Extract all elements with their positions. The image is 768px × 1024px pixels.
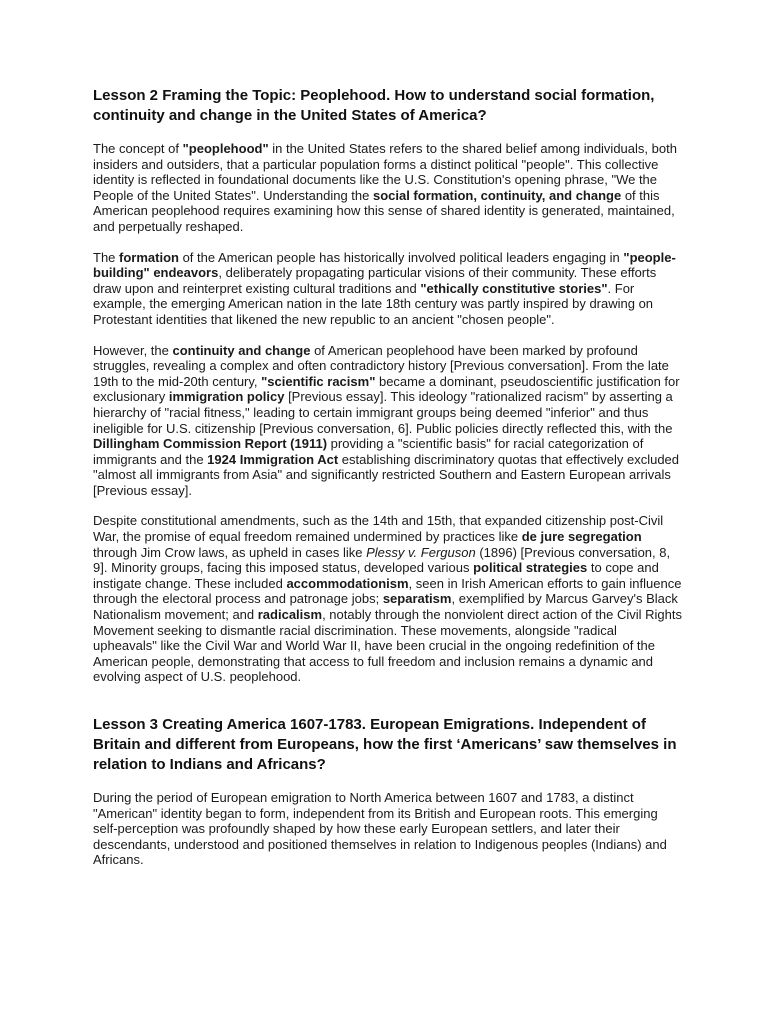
lesson-3-heading: Lesson 3 Creating America 1607-1783. European Emigrations. Independent of Britain and different from Europeans, how the first ‘Americans’ saw themselves in relation to Indians and Africans? — [93, 716, 677, 773]
term-political-strategies: political strategies — [473, 560, 588, 576]
lesson-2-paragraph-2: The formation of the American people has historically involved political leaders engaging in "people-building" endeavors, deliberately propagating particular visions of their community. These efforts draw upon and reinterpret existing cultural traditions and "ethically constitutive stories". For example, the emerging American nation in the late 18th century was partly inspired by drawing on Protestant identities that likened the new republic to an ancient "chosen people". — [93, 249, 676, 327]
lesson-3-paragraph-1: During the period of European emigration to North America between 1607 and 1783, a distinct "American" identity began to form, independent from its British and European roots. This emerging self-perception was profoundly shaped by how these early European settlers, and later their descendants, understood and positioned themselves in relation to Indigenous peoples (Indians) and Africans. — [93, 790, 667, 868]
term-dillingham-report: Dillingham Commission Report (1911) — [93, 436, 328, 452]
term-separatism: separatism — [382, 591, 452, 607]
term-peoplehood: "peoplehood" — [182, 141, 269, 156]
term-formation: formation — [119, 249, 179, 265]
term-de-jure-segregation: de jure segregation — [521, 529, 642, 545]
term-immigration-policy: immigration policy — [168, 389, 285, 405]
term-continuity-and-change: continuity and change — [172, 342, 311, 358]
term-accommodationism: accommodationism — [286, 575, 409, 591]
lesson-2-heading: Lesson 2 Framing the Topic: Peoplehood. How to understand social formation, continuity and change in the United States of America? — [93, 87, 655, 124]
term-ethically-constitutive-stories: "ethically constitutive stories" — [420, 280, 608, 296]
term-radicalism: radicalism — [257, 607, 323, 623]
document-page — [93, 86, 683, 868]
term-scientific-racism: "scientific racism" — [261, 373, 376, 389]
term-social-formation: social formation, continuity, and change — [372, 187, 622, 203]
term-people-building: "people-building" endeavors — [93, 249, 676, 281]
lesson-2-paragraph-3: However, the continuity and change of American peoplehood have been marked by profound struggles, revealing a complex and often contradictory history [Previous conversation]. From the late 19th to the mid-20th century, "scientific racism" became a dominant, pseudoscientific justification for exclusionary immigration policy [Previous essay]. This ideology "rationalized racism" by asserting a hierarchy of "racial fitness," leading to certain immigrant groups being deemed "inferior" and thus ineligible for U.S. citizenship [Previous conversation, 6]. Public policies directly reflected this, with the Dillingham Commission Report (1911) providing a "scientific basis" for racial categorization of immigrants and the 1924 Immigration Act establishing discriminatory quotas that effectively excluded "almost all immigrants from Asia" and significantly restricted Southern and Eastern European arrivals [Previous essay]. — [93, 342, 680, 498]
term-1924-immigration-act: 1924 Immigration Act — [207, 451, 339, 467]
case-plessy-v-ferguson: Plessy v. Ferguson — [366, 544, 476, 560]
lesson-2-paragraph-4: Despite constitutional amendments, such as the 14th and 15th, that expanded citizenship post-Civil War, the promise of equal freedom remained undermined by practices like de jure segregation through Jim Crow laws, as upheld in cases like Plessy v. Ferguson (1896) [Previous conversation, 8, 9]. Minority groups, facing this imposed status, developed various political strategies to cope and instigate change. These included accommodationism, seen in Irish American efforts to gain influence through the electoral process and patronage jobs; separatism, exemplified by Marcus Garvey's Black Nationalism movement; and radicalism, notably through the nonviolent direct action of the Civil Rights Movement seeking to dismantle racial discrimination. These movements, alongside "radical upheavals" like the Civil War and World War II, have been crucial in the ongoing redefinition of the American people, demonstrating that access to full freedom and inclusion remains a dynamic and evolving aspect of U.S. peoplehood. — [93, 513, 682, 685]
lesson-2-paragraph-1: The concept of "peoplehood" in the United States refers to the shared belief among individuals, both insiders and outsiders, that a particular population forms a distinct political "people". This collective identity is reflected in foundational documents like the U.S. Constitution's opening phrase, "We the People of the United States". Understanding the social formation, continuity, and change of this American peoplehood requires examining how this sense of shared identity is generated, maintained, and perpetually reshaped. — [93, 141, 677, 234]
